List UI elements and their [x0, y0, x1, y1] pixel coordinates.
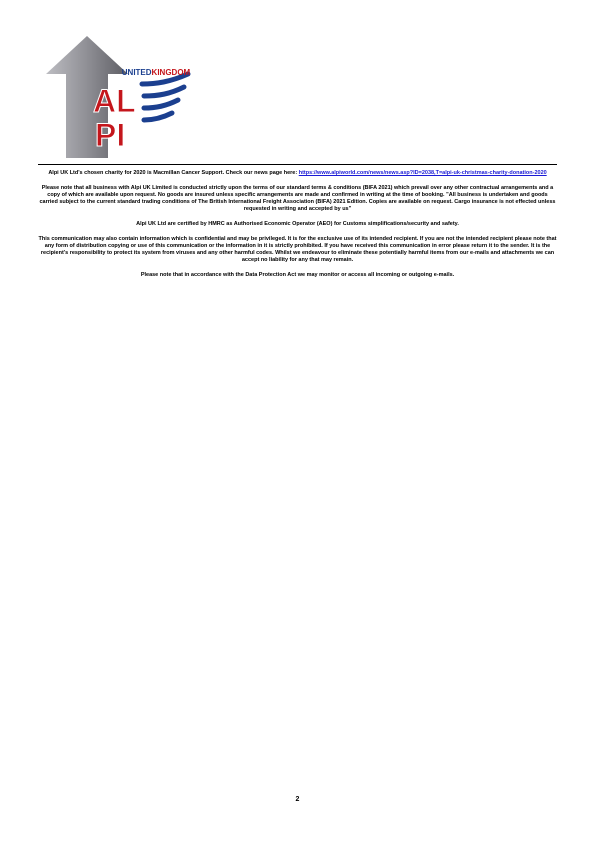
alpi-united-kingdom-logo [44, 34, 192, 160]
logo-banner-text: UNITEDKINGDOM [121, 68, 191, 77]
logo-wordmark-top: AL [93, 83, 136, 119]
charity-text: Alpi UK Ltd's chosen charity for 2020 is Macmillan Cancer Support. Check our news page here: [48, 170, 299, 176]
page-number: 2 [295, 796, 300, 803]
aeo-notice: Alpi UK Ltd are certified by HMRC as Authorised Economic Operator (AEO) for Customs simplifications/security and safety. [136, 221, 459, 227]
charity-news-link[interactable]: https://www.alpiworld.com/news/news.asp?ID=2038,T=alpi-uk-christmas-charity-donation-2020 [298, 170, 547, 176]
logo-wordmark-bottom: PI [95, 117, 126, 153]
confidentiality-notice: This communication may also contain information which is confidential and may be privileged. It is for the exclusive use of its intended recipient. If you are not the intended recipient please note that any form of distribution copying or use of this communication or the information in it is strictly prohibited. If you have received this communication in error please return it to the sender. It is the recipient's responsibility to protect its system from viruses and any other harmful codes. Whilst we endeavour to eliminate these potentially harmful items from our e-mails and attachments we can accept no liability for any that may remain. [38, 236, 557, 263]
wing-icon [142, 74, 188, 120]
data-protection-notice: Please note that in accordance with the Data Protection Act we may monitor or access all incoming or outgoing e-mails. [140, 272, 455, 278]
disclaimer-block [38, 170, 557, 287]
logo-graphic [44, 34, 192, 160]
terms-notice: Please note that all business with Alpi UK Limited is conducted strictly upon the terms of our standard terms & conditions (BIFA 2021) which prevail over any other contractual arrangements and a copy of which are available upon request. No goods are insured unless specific arrangements are made and confirmed in writing at the time of booking. "All business is undertaken and goods carried subject to the current standard trading conditions of The British International Freight Association (BIFA) 2021 Edition. Copies are available on request. Cargo insurance is not effected unless requested in writing and accepted by us" [39, 185, 556, 212]
header-divider [38, 164, 557, 165]
charity-notice [38, 170, 557, 177]
